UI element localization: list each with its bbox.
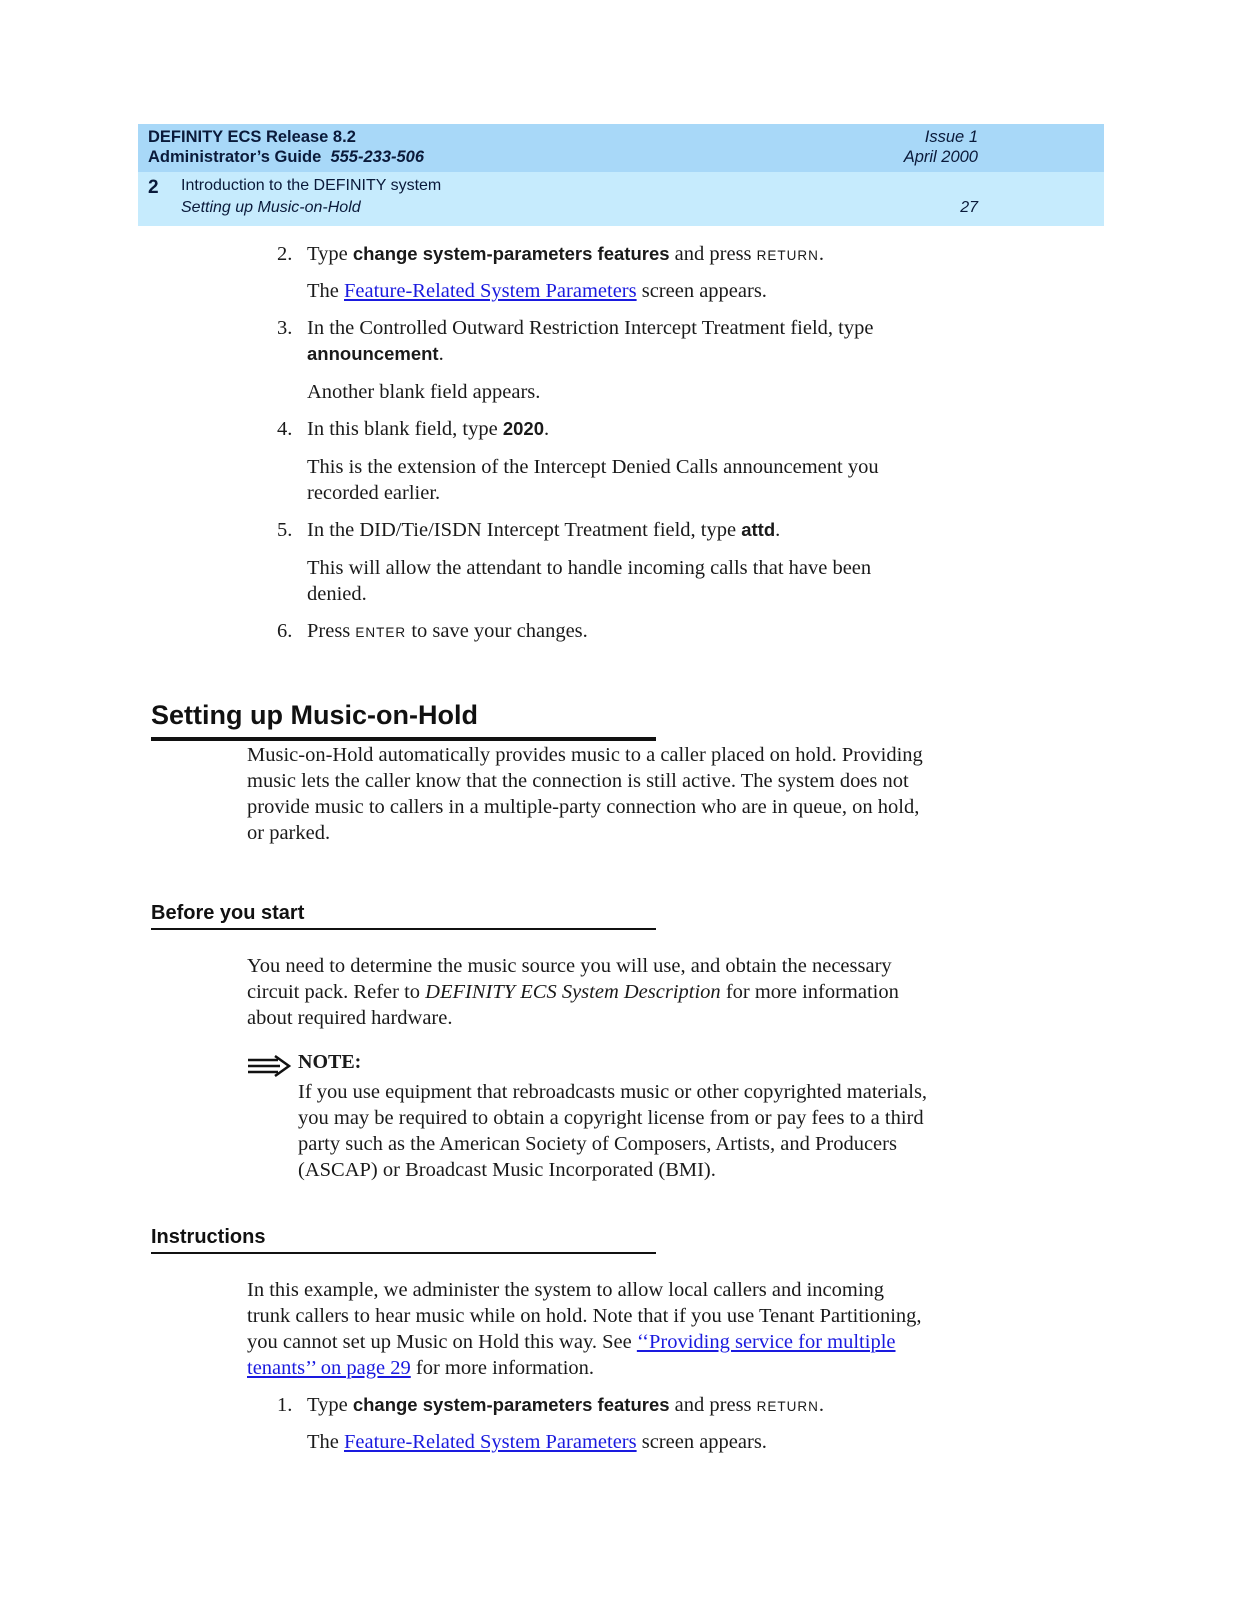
before-you-start-heading: Before you start (151, 902, 305, 924)
intro-line-4: or parked. (247, 822, 331, 844)
step-6: 6. Press ENTER to save your changes. (277, 620, 588, 642)
header-section-title: Setting up Music-on-Hold (181, 199, 361, 216)
step-3-value: announcement. (307, 343, 444, 365)
note-line-2: you may be required to obtain a copyright license from or pay fees to a third (298, 1107, 924, 1129)
intro-line-2: music lets the caller know that the connection is still active. The system does not (247, 770, 909, 792)
instructions-heading: Instructions (151, 1226, 266, 1248)
instr-step-1: 1. Type change system-parameters features and press RETURN. (277, 1394, 825, 1416)
step-2: 2. Type change system-parameters features and press RETURN. (277, 243, 825, 265)
step-2-result: The Feature-Related System Parameters screen appears. (307, 280, 767, 302)
intro-line-1: Music-on-Hold automatically provides music to a caller placed on hold. Providing (247, 744, 923, 766)
step-5: 5. In the DID/Tie/ISDN Intercept Treatment field, type attd. (277, 519, 781, 541)
section-rule (151, 737, 656, 741)
instr-line-4: tenants’’ on page 29 for more information. (247, 1357, 595, 1379)
instr-step-1-result: The Feature-Related System Parameters screen appears. (307, 1431, 767, 1453)
before-you-start-rule (151, 928, 656, 930)
tenants-link-part2[interactable]: tenants’’ on page 29 (247, 1357, 411, 1379)
book-reference: DEFINITY ECS System Description (425, 981, 721, 1003)
header-doc-number: 555-233-506 (330, 148, 425, 166)
bys-line-3: about required hardware. (247, 1007, 453, 1029)
header-guide: Administrator’s Guide 555-233-506 (148, 148, 425, 166)
intro-line-3: provide music to callers in a multiple-party connection who are in queue, on hold, (247, 796, 920, 818)
note-line-3: party such as the American Society of Composers, Artists, and Producers (298, 1133, 897, 1155)
step-5-result-line1: This will allow the attendant to handle incoming calls that have been (307, 557, 872, 579)
step-4: 4. In this blank field, type 2020. (277, 418, 550, 440)
note-label: NOTE: (298, 1051, 362, 1073)
step-4-result-line1: This is the extension of the Intercept Denied Calls announcement you (307, 456, 879, 478)
note-line-1: If you use equipment that rebroadcasts music or other copyrighted materials, (298, 1081, 928, 1103)
step-5-result-line2: denied. (307, 583, 367, 605)
header-chapter-number: 2 (148, 177, 159, 198)
header-page-number: 27 (960, 199, 978, 216)
header-chapter-title: Introduction to the DEFINITY system (181, 177, 442, 194)
note-line-4: (ASCAP) or Broadcast Music Incorporated (BMI). (298, 1159, 716, 1181)
feature-related-link-2[interactable]: Feature-Related System Parameters (344, 1431, 637, 1453)
header-issue: Issue 1 (924, 128, 978, 146)
step-4-result-line2: recorded earlier. (307, 482, 441, 504)
section-heading: Setting up Music-on-Hold (151, 700, 478, 730)
bys-line-2: circuit pack. Refer to DEFINITY ECS System Description for more information (247, 981, 899, 1003)
feature-related-link[interactable]: Feature-Related System Parameters (344, 280, 637, 302)
instr-line-1: In this example, we administer the system to allow local callers and incoming (247, 1279, 885, 1301)
step-3: 3. In the Controlled Outward Restriction Intercept Treatment field, type (277, 317, 874, 339)
header-date: April 2000 (903, 148, 978, 166)
instructions-rule (151, 1252, 656, 1254)
note-arrow-icon (247, 1055, 291, 1077)
instr-line-2: trunk callers to hear music while on hold. Note that if you use Tenant Partitioning, (247, 1305, 922, 1327)
command-text: change system-parameters features (352, 243, 670, 264)
instr-line-3: you cannot set up Music on Hold this way. See ‘‘Providing service for multiple (247, 1331, 896, 1353)
tenants-link-part1[interactable]: ‘‘Providing service for multiple (636, 1331, 896, 1353)
bys-line-1: You need to determine the music source you will use, and obtain the necessary (247, 955, 892, 977)
header-product: DEFINITY ECS Release 8.2 (148, 128, 356, 146)
step-3-result: Another blank field appears. (307, 381, 541, 403)
key-name: RETURN (756, 248, 819, 263)
